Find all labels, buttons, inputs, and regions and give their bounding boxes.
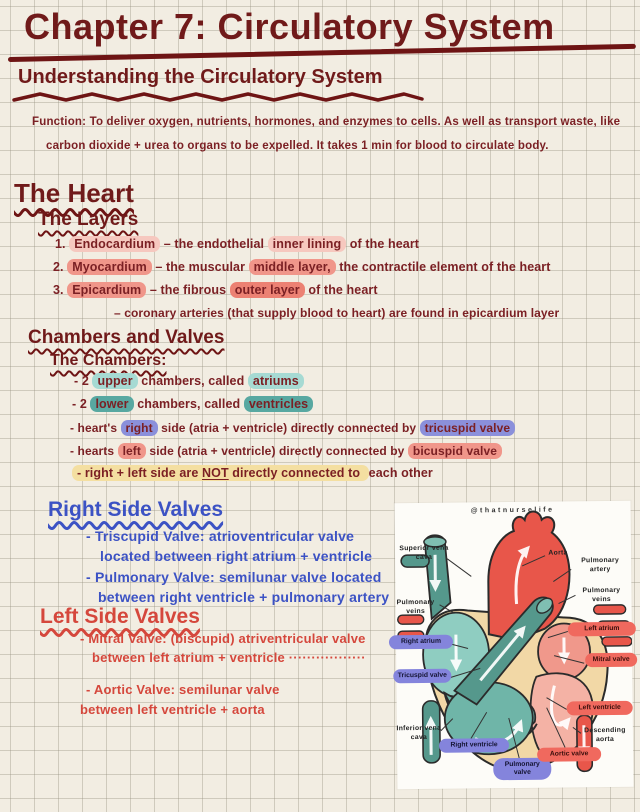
page-subtitle: Understanding the Circulatory System [18, 66, 383, 88]
bullet-text: side (atria + ventricle) directly connected by [157, 421, 420, 435]
highlight-upper: upper [92, 373, 137, 389]
layer-item-myocardium [53, 260, 551, 274]
layer-desc-pre: – the endothelial [163, 237, 268, 251]
bullet-text: directly connected to [228, 466, 364, 480]
pulmonary-valve-line2: between right ventricle + pulmonary artery [98, 589, 390, 605]
aortic-valve-line1: - Aortic Valve: semilunar valve [86, 682, 280, 697]
bullet-text: - 2 [72, 397, 91, 411]
highlight-atriums: atriums [248, 373, 304, 389]
heading-right-side-valves: Right Side Valves [48, 498, 224, 521]
layer-desc-post: of the heart [346, 237, 420, 251]
page-title: Chapter 7: Circulatory System [24, 6, 555, 47]
chamber-bullet-lower [72, 397, 313, 411]
layer-term-myocardium: Myocardium [67, 259, 152, 275]
layer-desc-highlight: outer layer [230, 282, 305, 298]
heading-chambers-and-valves: Chambers and Valves [28, 327, 225, 348]
mitral-valve-line1: - Mitral Valve: (biscupid) atriventricular valve [80, 631, 366, 646]
label-descending-aorta: Descending aorta [584, 726, 626, 743]
pill-aortic-valve: Aortic valve [537, 747, 601, 762]
label-superior-vena-cava: Superior vena cava [399, 544, 449, 561]
bullet-text: side (atria + ventricle) directly connected by [146, 444, 408, 458]
layer-term-endocardium: Endocardium [69, 236, 160, 252]
mitral-valve-line2: between left atrium + ventricle ················· [92, 650, 366, 665]
chamber-bullet-upper [74, 374, 304, 388]
layer-number: 2. [53, 260, 64, 274]
highlight-lower: lower [90, 396, 133, 412]
yellow-highlight-span [72, 465, 369, 481]
watermark: @thatnurselife [470, 506, 555, 515]
highlight-tricuspid-valve: tricuspid valve [420, 420, 516, 436]
function-paragraph-line2: carbon dioxide + urea to organs to be expelled. It takes 1 min for blood to circulate body. [46, 140, 549, 152]
not-underlined: NOT [202, 466, 229, 480]
heading-the-chambers: The Chambers: [50, 352, 167, 369]
highlight-left: left [118, 443, 146, 459]
label-inferior-vena-cava: Inferior vena cava [396, 724, 442, 741]
layer-desc-pre: – the fibrous [149, 283, 230, 297]
heading-the-heart: The Heart [14, 178, 134, 208]
layer-desc-post: the contractile element of the heart [335, 260, 551, 274]
pill-right-ventricle: Right ventricle [439, 738, 509, 753]
pill-tricuspid-valve: Tricuspid valve [393, 669, 451, 684]
pill-left-atrium: Left atrium [568, 622, 636, 637]
layer-desc-pre: – the muscular [155, 260, 249, 274]
tricuspid-valve-line1: - Triscupid Valve: atrioventricular valve [86, 528, 355, 544]
label-aorta: Aorta [548, 549, 568, 557]
layer-desc-highlight: middle layer, [249, 259, 336, 275]
pulmonary-valve-line1: - Pulmonary Valve: semilunar valve located [86, 569, 382, 585]
chamber-bullet-right-side [70, 421, 515, 435]
layer-number: 3. [53, 283, 64, 297]
pill-left-ventricle: Left ventricle [567, 701, 633, 716]
bullet-text: each other [368, 466, 433, 480]
chamber-bullet-not-connected [72, 466, 433, 480]
bullet-text: chambers, called [137, 374, 248, 388]
highlight-ventricles: ventricles [244, 396, 313, 412]
label-pulmonary-veins-right: Pulmonary veins [582, 586, 621, 604]
subtitle-zigzag-underline [12, 90, 426, 104]
aortic-valve-line2: between left ventricle + aorta [80, 702, 265, 717]
bullet-text: - 2 [74, 374, 93, 388]
layer-desc-highlight: inner lining [268, 236, 347, 252]
label-pulmonary-veins-left: Pulmonary veins [396, 598, 435, 615]
bullet-text: chambers, called [133, 397, 244, 411]
highlight-right: right [121, 420, 158, 436]
layer-item-endocardium [55, 237, 419, 251]
layer-term-epicardium: Epicardium [67, 282, 146, 298]
pill-mitral-valve: Mitral valve [585, 653, 637, 668]
layer-desc-post: of the heart [304, 283, 378, 297]
label-pulmonary-artery: Pulmonary artery [581, 556, 620, 574]
chamber-bullet-left-side [70, 444, 502, 458]
heading-the-layers: The Layers [38, 209, 139, 230]
pill-right-atrium: Right atrium [389, 635, 453, 650]
tricuspid-valve-line2: located between right atrium + ventricle [100, 548, 373, 564]
function-paragraph-line1: Function: To deliver oxygen, nutrients, hormones, and enzymes to cells. As well as transport waste, like [32, 116, 621, 128]
bullet-text: - right + left side are [77, 466, 203, 480]
layer-number: 1. [55, 237, 66, 251]
bullet-text: - heart's [70, 421, 121, 435]
highlight-bicuspid-valve: bicuspid valve [408, 443, 502, 459]
bullet-text: - hearts [70, 444, 118, 458]
layer-item-epicardium [53, 283, 378, 297]
coronary-arteries-note: – coronary arteries (that supply blood to heart) are found in epicardium layer [114, 306, 560, 320]
heading-left-side-valves: Left Side Valves [40, 605, 200, 628]
heart-diagram-image [395, 501, 634, 789]
pill-pulmonary-valve: Pulmonary valve [493, 758, 551, 781]
